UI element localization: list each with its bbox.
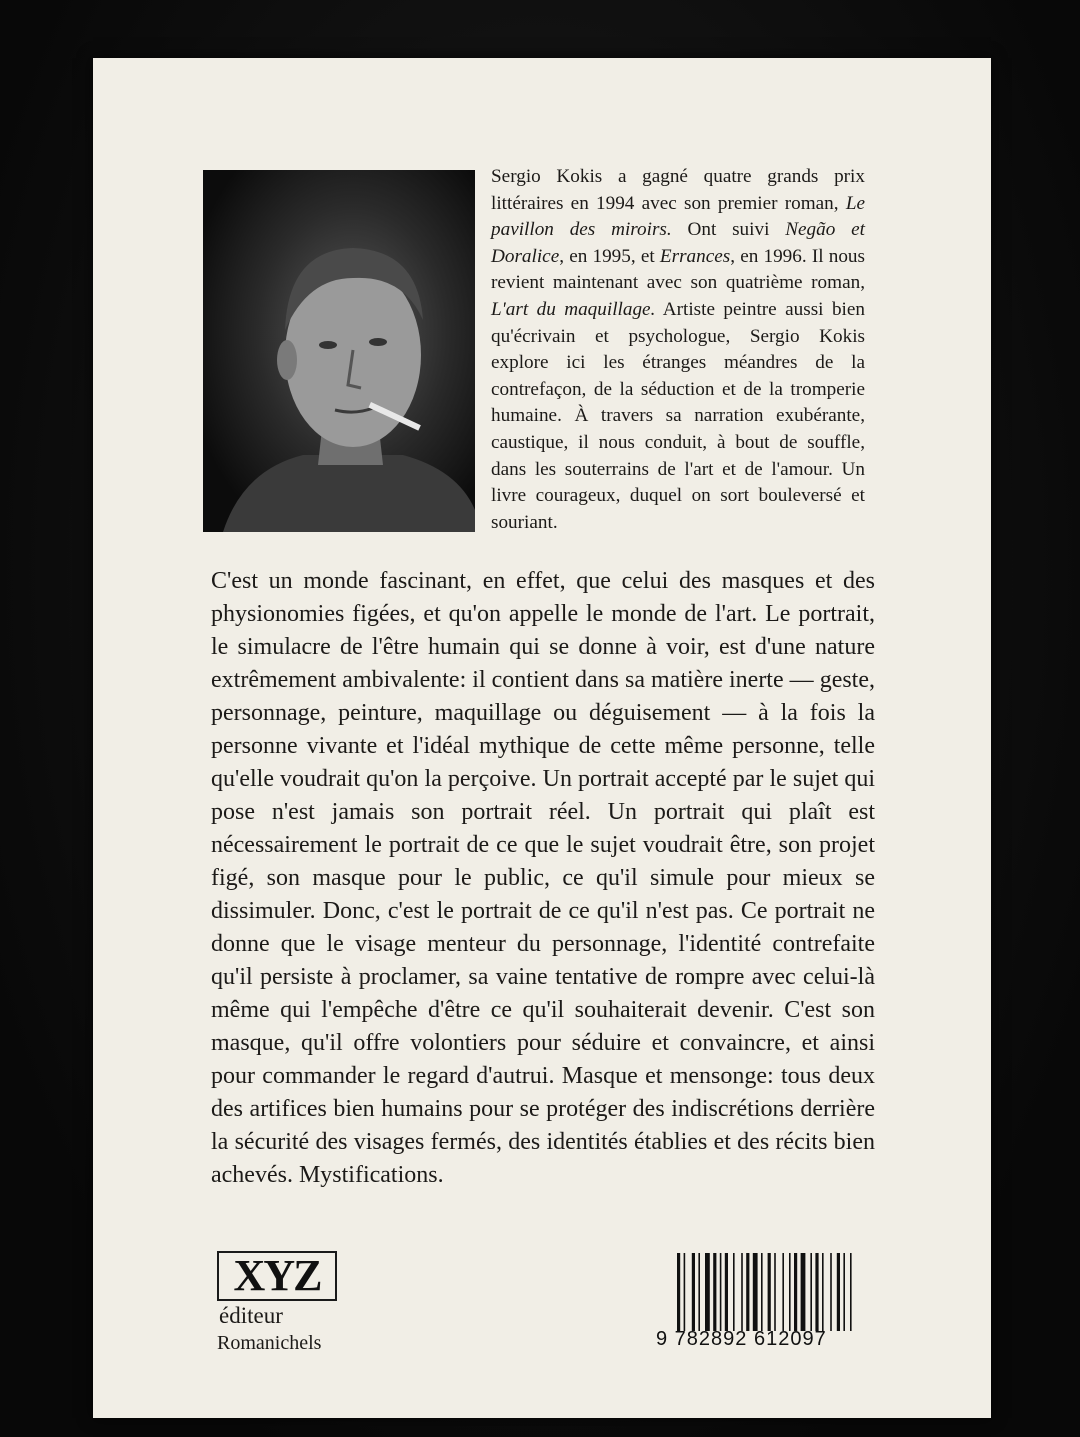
bio-text-run: , en 1995, et — [559, 245, 660, 267]
blurb-text: C'est un monde fascinant, en effet, que celui des masques et des physionomies figées, et qu'on appelle le monde de l'art. Le portrait, le simulacre de l'être humain qui se donne à voir, est d'une nature extrêmement ambivalente: il contient dans sa matière inerte — geste, personnage, peinture, maquillage ou déguisement — à la fois la personne vivante et l'idéal mythique de cette même personne, telle qu'elle voudrait qu'on la perçoive. Un portrait accepté par le sujet qui pose n'est jamais son portrait réel. Un portrait qui plaît est nécessairement le portrait de ce que le sujet voudrait être, son projet figé, son masque pour le public, ce qu'il simule pour mieux se dissimuler. Donc, c'est le portrait de ce qu'il n'est pas. Ce portrait ne donne que le visage menteur du personnage, l'identité contrefaite qu'il persiste à proclamer, sa vaine tentative de rompre avec celui-là même qui l'empêche d'être ce qu'il souhaiterait devenir. C'est son masque, qu'il offre volontiers pour séduire et convaincre, et ainsi pour commander le regard d'autrui. Masque et mensonge: tous deux des artifices bien humains pour se protéger des indiscrétions derrière la sécurité des visages fermés, des identités établies et des récits bien achevés. Mystifications. — [211, 568, 875, 1188]
barcode-bar — [684, 1253, 686, 1331]
bio-title-italic: Negão et Doralice — [491, 219, 865, 267]
bio-text-run: , en 1996. Il nous revient maintenant avec son quatrième roman, — [491, 245, 865, 294]
bio-text-run: Ont suivi — [671, 219, 786, 241]
author-portrait-image — [203, 170, 475, 532]
author-bio — [491, 164, 865, 536]
blurb — [211, 565, 875, 1192]
bio-text-run: Artiste peintre aussi bien qu'écrivain et psychologue, Sergio Kokis explore ici les étranges méandres de la contrefaçon, de la séduction et de la tromperie humaine. À travers sa narration exubérante, caustique, il nous conduit, à bout de souffle, dans les souterrains de l'art et de l'amour. Un livre courageux, duquel on sort bouleversé et souriant. — [491, 298, 865, 533]
isbn-number: 9 782892 612097 — [656, 1328, 827, 1350]
barcode-bar — [761, 1253, 763, 1331]
barcode-bar — [733, 1253, 735, 1331]
barcode-bar — [774, 1253, 776, 1331]
barcode-bar — [850, 1253, 852, 1331]
bio-title-italic: Le pavillon des miroirs. — [491, 192, 865, 241]
barcode-bar — [782, 1253, 784, 1331]
publisher-logo — [217, 1251, 337, 1301]
author-bio-text — [491, 164, 865, 536]
publisher-logo-text: XYZ — [233, 1251, 321, 1300]
barcode-bar — [746, 1253, 749, 1331]
barcode-bar — [692, 1253, 695, 1331]
barcode-bar — [725, 1253, 728, 1331]
barcode-bar — [830, 1253, 832, 1331]
barcode-bar — [705, 1253, 710, 1331]
author-photo — [203, 170, 475, 532]
barcode — [675, 1253, 879, 1331]
barcode-bar — [753, 1253, 758, 1331]
barcode-bar — [810, 1253, 812, 1331]
barcode-bar — [794, 1253, 797, 1331]
barcode-bar — [677, 1253, 680, 1331]
barcode-bars — [675, 1253, 879, 1331]
bio-title-italic: Errances — [659, 245, 731, 267]
barcode-bar — [698, 1253, 700, 1331]
bio-title-italic: L'art du maquillage. — [491, 298, 656, 320]
publisher-name: éditeur — [219, 1303, 283, 1328]
barcode-bar — [837, 1253, 840, 1331]
bio-text-run: Sergio Kokis a gagné quatre grands prix littéraires en 1994 avec son premier roman, — [491, 166, 865, 214]
barcode-bar — [720, 1253, 722, 1331]
barcode-bar — [815, 1253, 818, 1331]
barcode-bar — [713, 1253, 716, 1331]
collection-name: Romanichels — [217, 1332, 322, 1354]
barcode-bar — [741, 1253, 743, 1331]
barcode-bar — [843, 1253, 845, 1331]
barcode-bar — [768, 1253, 771, 1331]
barcode-bar — [822, 1253, 824, 1331]
book-back-cover — [93, 58, 991, 1418]
barcode-bar — [801, 1253, 806, 1331]
barcode-bar — [789, 1253, 791, 1331]
